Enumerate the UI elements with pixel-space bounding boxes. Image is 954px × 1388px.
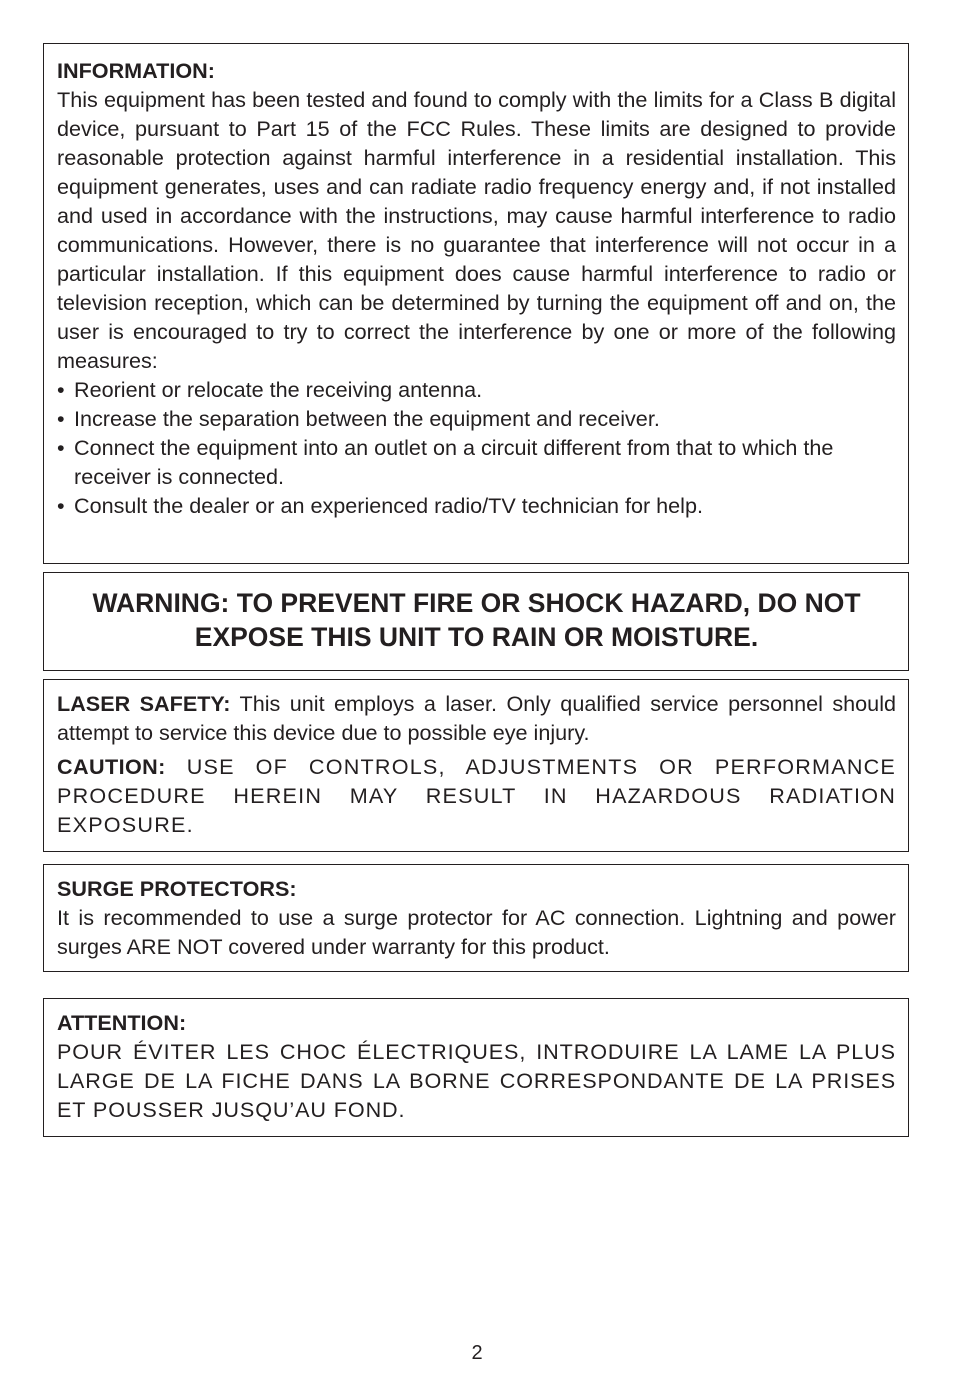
information-body: This equipment has been tested and found to comply with the limits for a Class B digital device, pursuant to Part 15 of the FCC Rules. These limits are designed to provide reasonable protection against harmful interference in a residential installation. This equipment generates, uses and can radiate radio frequency energy and, if not installed and used in accordance with the instructions, may cause harmful interference to radio communications. However, there is no guarantee that interference will not occur in a particular installation. If this equipment does cause harmful interference to radio or television reception, which can be determined by turning the equipment off and on, the user is encouraged to try to correct the interference by one or more of the following measures: xyxy=(57,87,896,373)
laser-safety-heading: LASER SAFETY: xyxy=(57,691,231,716)
page-number: 2 xyxy=(471,1342,483,1364)
list-item xyxy=(57,433,896,491)
bullet-icon: • xyxy=(57,435,65,460)
caution-paragraph xyxy=(57,752,896,839)
attention-box xyxy=(43,998,909,1137)
caution-heading: CAUTION: xyxy=(57,754,166,779)
measure-text: Consult the dealer or an experienced radio/TV technician for help. xyxy=(74,493,703,518)
information-heading: INFORMATION: xyxy=(57,58,215,83)
warning-box xyxy=(43,572,909,671)
warning-line-1: WARNING: TO PREVENT FIRE OR SHOCK HAZARD, DO NOT xyxy=(92,588,861,618)
bullet-icon: • xyxy=(57,406,65,431)
attention-body: POUR ÉVITER LES CHOC ÉLECTRIQUES, INTRODUIRE LA LAME LA PLUS LARGE DE LA FICHE DANS LA BORNE CORRESPONDANTE DE LA PRISES ET POUSSER JUSQU’AU FOND. xyxy=(57,1039,896,1122)
surge-protectors-body: It is recommended to use a surge protector for AC connection. Lightning and power surges ARE NOT covered under warranty for this product. xyxy=(57,905,896,959)
laser-safety-box xyxy=(43,679,909,852)
information-box xyxy=(43,43,909,564)
measures-list xyxy=(57,375,896,520)
laser-safety-body: This unit employs a laser. Only qualified service personnel should attempt to service this device due to possible eye injury. xyxy=(57,691,896,745)
warning-line-2: EXPOSE THIS UNIT TO RAIN OR MOISTURE. xyxy=(194,622,759,652)
list-item xyxy=(57,491,896,520)
bullet-icon: • xyxy=(57,377,65,402)
laser-safety-paragraph xyxy=(57,689,896,747)
list-item xyxy=(57,375,896,404)
attention-heading: ATTENTION: xyxy=(57,1010,187,1035)
surge-protectors-box xyxy=(43,864,909,972)
measure-text: Connect the equipment into an outlet on a circuit different from that to which the receiver is connected. xyxy=(74,435,834,489)
measure-text: Increase the separation between the equipment and receiver. xyxy=(74,406,660,431)
list-item xyxy=(57,404,896,433)
surge-protectors-heading: SURGE PROTECTORS: xyxy=(57,876,297,901)
bullet-icon: • xyxy=(57,493,65,518)
measure-text: Reorient or relocate the receiving antenna. xyxy=(74,377,483,402)
caution-body: USE OF CONTROLS, ADJUSTMENTS OR PERFORMANCE PROCEDURE HEREIN MAY RESULT IN HAZARDOUS RADIATION EXPOSURE. xyxy=(57,754,897,837)
